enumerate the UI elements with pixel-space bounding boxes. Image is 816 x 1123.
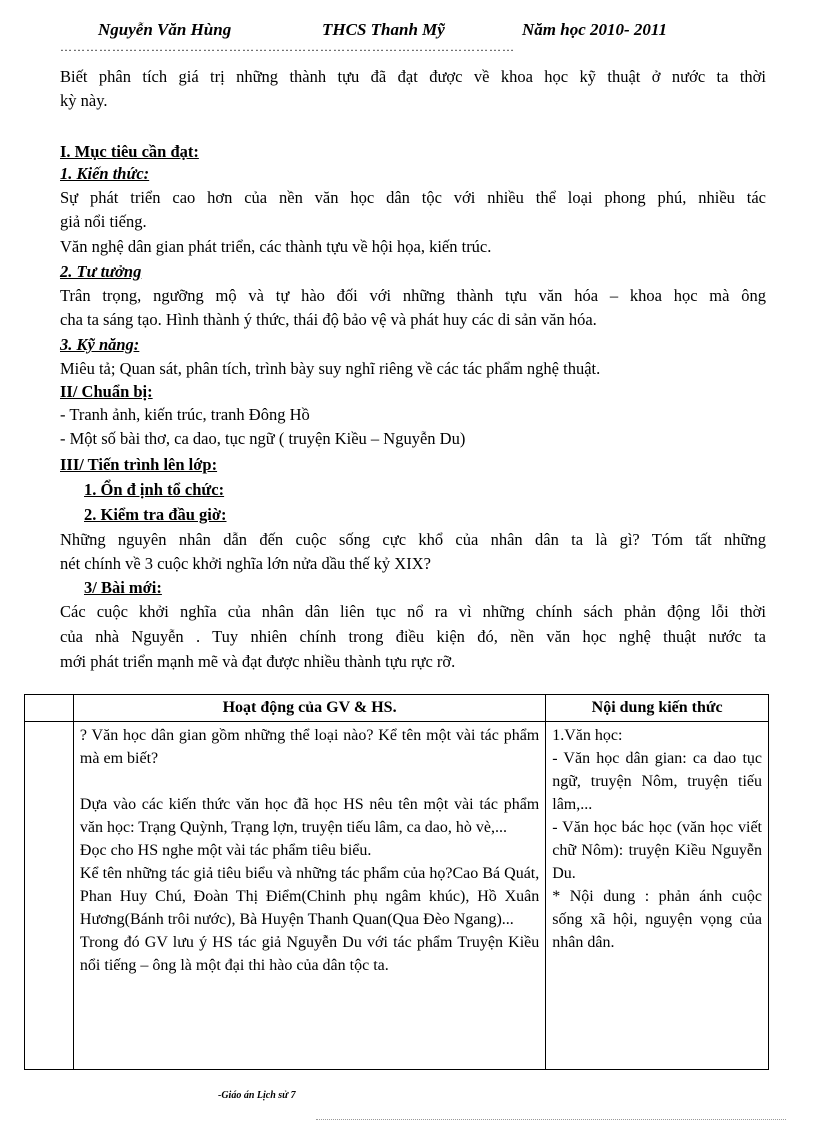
table-header-row [25,695,769,722]
content-cell [546,722,769,1070]
table-row [25,722,769,1070]
activity-paragraph: Dựa vào các kiến thức văn học đã học HS nêu tên một vài tác phẩm văn học: Trạng Quỳnh, Trạng lợn, truyện tiếu lâm, ca dao, hò vè,... [79,796,540,836]
activity-paragraph: Kể tên những tác giả tiêu biểu và những tác phẩm của họ?Cao Bá Quát, Phan Huy Chú, Đoàn Thị Điểm(Chinh phụ ngâm khúc), Hồ Xuân Hương(Bánh trôi nước), Bà Huyện Thanh Quan(Qua Đèo Ngang)... [79,865,540,928]
content-paragraph: - Văn học bác học (văn học viết chữ Nôm): truyện Kiều Nguyễn Du. [552,819,762,882]
step-1: 1. Ổn đ ịnh tổ chức: [84,480,225,499]
footer-dotted-rule [316,1119,786,1120]
intro-line-2: kỳ này. [60,91,108,110]
step-2: 2. Kiểm tra đầu giờ: [84,505,227,524]
knowledge-line-1: Sự phát triển cao hơn của nền văn học dân tộc với nhiều thể loại phong phú, nhiều tác [60,188,766,207]
content-paragraph: * Nội dung : phản ánh cuộc sống xã hội, nguyện vọng của nhân dân. [552,888,762,951]
step-3: 3/ Bài mới: [84,578,162,597]
column-header-content: Nội dung kiến thức [546,695,769,722]
header-dotted-rule: …………………………………………………………………………………………… [60,40,515,54]
objectives-heading: I. Mục tiêu cần đạt: [60,142,199,161]
activity-paragraph: Đọc cho HS nghe một vài tác phẩm tiêu biểu. [79,842,372,859]
intro-line-1: Biết phân tích giá trị những thành tựu đã đạt được về khoa học kỹ thuật ở nước ta thời [60,67,766,86]
content-paragraph: 1.Văn học: [552,727,623,744]
thought-line-2: cha ta sáng tạo. Hình thành ý thức, thái độ bảo vệ và phát huy các di sản văn hóa. [60,310,597,329]
content-paragraph: - Văn học dân gian: ca dao tục ngữ, truyện Nôm, truyện tiếu lâm,... [552,750,762,813]
header-author: Nguyễn Văn Hùng [98,20,232,39]
activity-paragraph: ? Văn học dân gian gồm những thể loại nào? Kể tên một vài tác phẩm mà em biết? [79,727,540,767]
footer-label: -Giáo án Lịch sử 7 [218,1090,296,1101]
activity-paragraph: Trong đó GV lưu ý HS tác giả Nguyễn Du với tác phẩm Truyện Kiều nổi tiếng – ông là một đại thi hào của dân tộc ta. [79,934,540,974]
new-lesson-line-3: mới phát triển mạnh mẽ và đạt được nhiều thành tựu rực rỡ. [60,652,456,671]
prep-item-1: - Tranh ảnh, kiến trúc, tranh Đông Hồ [60,405,310,424]
knowledge-line-2: giả nổi tiếng. [60,212,147,231]
knowledge-line-3: Văn nghệ dân gian phát triển, các thành tựu về hội họa, kiến trúc. [60,237,492,256]
activity-spacer [80,770,539,793]
knowledge-title: 1. Kiến thức: [60,164,150,183]
new-lesson-line-2: của nhà Nguyễn . Tuy nhiên chính trong điều kiện đó, nền văn học nghệ thuật nước ta [60,627,766,646]
check-line-2: nét chính về 3 cuộc khởi nghĩa lớn nửa dầu thế kỷ XIX? [60,554,431,573]
new-lesson-line-1: Các cuộc khởi nghĩa của nhân dân liên tục nổ ra vì những chính sách phản động lỗi thời [60,602,766,621]
skill-line: Miêu tả; Quan sát, phân tích, trình bày suy nghĩ riêng về các tác phẩm nghệ thuật. [60,359,601,378]
check-line-1: Những nguyên nhân dẫn đến cuộc sống cực khổ của nhân dân ta là gì? Tóm tất những [60,530,766,549]
table-empty-header [25,695,74,722]
thought-line-1: Trân trọng, ngưỡng mộ và tự hào đối với những thành tựu văn hóa – khoa học mà ông [60,286,766,305]
column-header-activity: Hoạt động của GV & HS. [73,695,545,722]
header-school: THCS Thanh Mỹ [322,20,445,39]
prep-heading: II/ Chuẩn bị: [60,382,153,401]
thought-title: 2. Tư tưởng [60,262,142,281]
header-year: Năm học 2010- 2011 [522,20,667,39]
skill-title: 3. Kỹ năng: [60,335,140,354]
prep-item-2: - Một số bài thơ, ca dao, tục ngữ ( truyện Kiều – Nguyễn Du) [60,429,466,448]
table-empty-cell [25,722,74,1070]
lesson-table [24,694,769,1070]
activity-cell [73,722,545,1070]
process-heading: III/ Tiến trình lên lớp: [60,455,218,474]
